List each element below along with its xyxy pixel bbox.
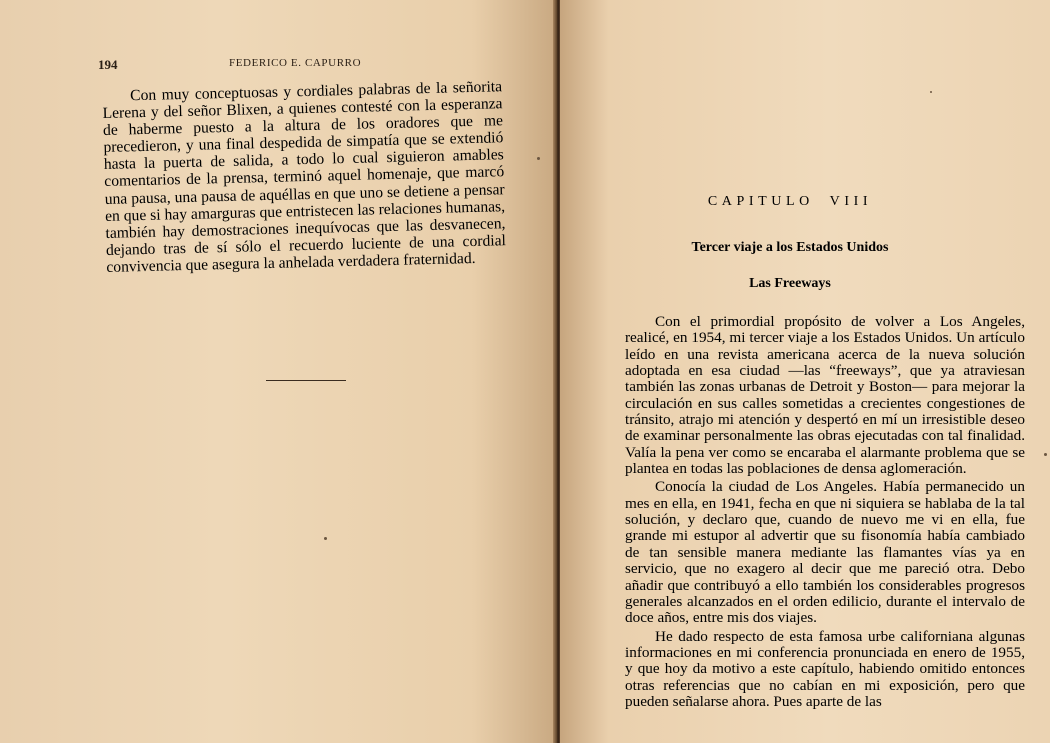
- section-title: Las Freeways: [749, 276, 831, 291]
- running-head: [98, 57, 498, 75]
- body-paragraph: Con el primordial propósito de volver a Los Angeles, realicé, en 1954, mi tercer viaje a los Estados Unidos. Un artículo leído en una revista americana acerca de la nueva solución adoptada en esa ciudad —las “freeways”, que ya atraviesan también las zonas urbanas de Detroit y Boston— para mejorar la circulación en sus calles sometidas a crecientes congestiones de tránsito, atrajo mi atención y despertó en mí un irresistible deseo de examinar personalmente las obras ejecutadas con tal finalidad. Valía la pena ver como se encaraba el alarmante problema que se plantea en todas las poblaciones de densa aglomeración.: [625, 313, 1025, 478]
- paper-speck: [324, 537, 327, 540]
- paper-speck: [930, 91, 932, 93]
- running-head-author: FEDERICO E. CAPURRO: [229, 57, 362, 69]
- body-paragraph: Conocía la ciudad de Los Angeles. Había permanecido un mes en ella, en 1941, fecha en que ni siquiera se hablaba de la tal solución, y declaro que, cuando de nuevo me vi en ella, fue grande mi estupor al advertir que su fisonomía había cambiado de tan sensible manera mediante las flamantes vías ya en servicio, que no exagero al decir que me pareció otra. Debo añadir que contribuyó a ello también los considerables progresos generales alcanzados en el orden edilicio, durante el intervalo de doce años, entre mis dos viajes.: [625, 478, 1025, 627]
- body-paragraph: He dado respecto de esta famosa urbe californiana algunas informaciones en mi conferencia pronunciada en enero de 1955, y que hoy da motivo a este capítulo, habiendo omitido entonces otras referencias que no cabían en mi exposición, pero que pueden señalarse ahora. Pues aparte de las: [625, 627, 1025, 710]
- left-page-paragraph: Con muy conceptuosas y cordiales palabras de la señorita Lerena y del señor Blixen, a quienes contesté con la esperanza de haberme puesto a la altura de los oradores que me precedieron, y una final despedida de simpatía que se extendió hasta la puerta de salida, a todo lo cual siguieron amables comentarios de la prensa, terminó aquel homenaje, que marcó una pausa, una pausa de aquéllas en que uno se detiene a pensar en que si hay amarguras que entristecen las relaciones humanas, también hay demostraciones inequívocas que las desvanecen, dejando tras de sí sólo el recuerdo luciente de una cordial convivencia que asegura la anhelada verdadera fraternidad.: [102, 78, 507, 276]
- page-number: 194: [98, 57, 118, 72]
- paper-speck: [537, 157, 540, 160]
- section-end-rule: [266, 380, 346, 381]
- chapter-title: Tercer viaje a los Estados Unidos: [691, 240, 889, 255]
- paper-speck: [1044, 453, 1047, 456]
- chapter-heading: CAPITULO VIII: [707, 194, 873, 209]
- right-page-body: [625, 314, 1025, 712]
